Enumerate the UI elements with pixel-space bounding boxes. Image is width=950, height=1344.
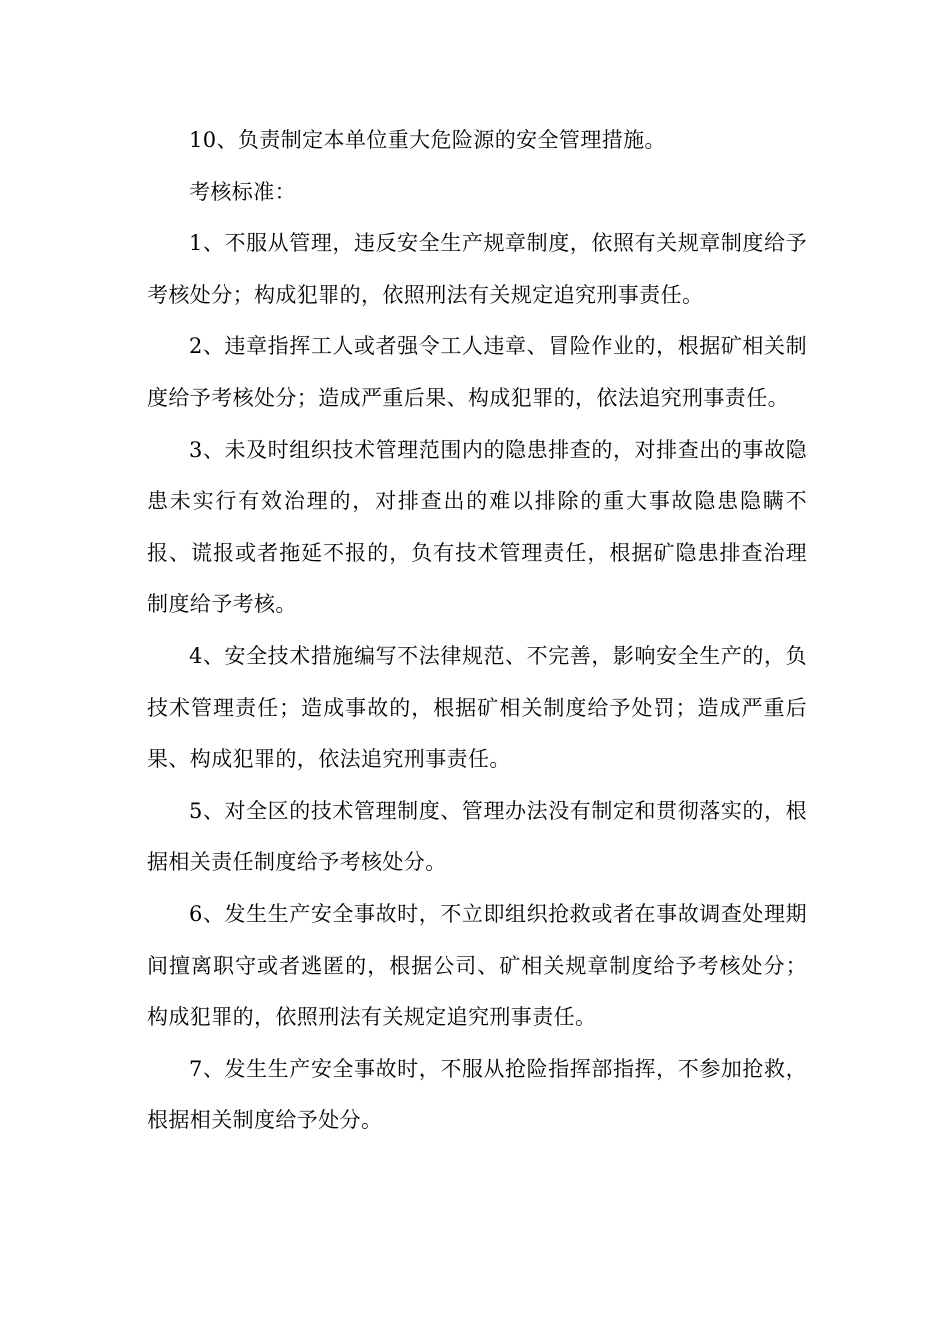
assessment-item-7: 7、发生生产安全事故时，不服从抢险指挥部指挥，不参加抢救，根据相关制度给予处分。: [147, 1056, 807, 1133]
assessment-item-5: 5、对全区的技术管理制度、管理办法没有制定和贯彻落实的，根据相关责任制度给予考核处分。: [147, 798, 807, 875]
assessment-item-4: 4、安全技术措施编写不法律规范、不完善，影响安全生产的，负技术管理责任；造成事故的，根据矿相关制度给予处罚；造成严重后果、构成犯罪的，依法追究刑事责任。: [147, 643, 807, 772]
assessment-item-1: 1、不服从管理，违反安全生产规章制度，依照有关规章制度给予考核处分；构成犯罪的，依照刑法有关规定追究刑事责任。: [147, 231, 807, 307]
paragraph-item-10: 10、负责制定本单位重大危险源的安全管理措施。: [189, 128, 666, 152]
assessment-item-6: 6、发生生产安全事故时，不立即组织抢救或者在事故调查处理期间擅离职守或者逃匿的，根据公司、矿相关规章制度给予考核处分；构成犯罪的，依照刑法有关规定追究刑事责任。: [147, 901, 807, 1030]
assessment-item-3: 3、未及时组织技术管理范围内的隐患排查的，对排查出的事故隐患未实行有效治理的，对排查出的难以排除的重大事故隐患隐瞒不报、谎报或者拖延不报的，负有技术管理责任，根据矿隐患排查治理制度给予考核。: [147, 437, 807, 617]
assessment-standard-heading: 考核标准：: [189, 179, 296, 204]
assessment-item-2: 2、违章指挥工人或者强令工人违章、冒险作业的，根据矿相关制度给予考核处分；造成严重后果、构成犯罪的，依法追究刑事责任。: [147, 334, 807, 410]
document-body: [147, 115, 807, 1147]
